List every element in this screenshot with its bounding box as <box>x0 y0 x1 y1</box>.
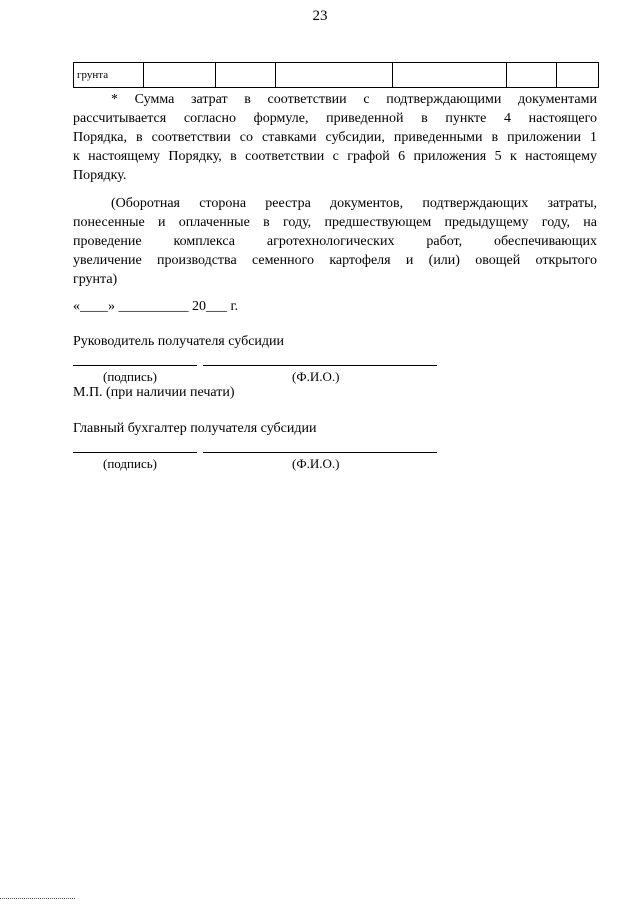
reverse-note-line: грунта) <box>73 272 118 287</box>
table-cell <box>393 63 507 88</box>
reverse-note-line: (Оборотная сторона реестра документов, подтверждающих затраты, <box>111 196 597 211</box>
reverse-side-note <box>73 194 597 289</box>
table-cell <box>557 63 599 88</box>
date-line: «____» __________ 20___ г. <box>73 299 239 314</box>
head-name-caption: (Ф.И.О.) <box>292 369 340 384</box>
footnote-line: рассчитывается согласно формуле, приведенной в пункте 4 настоящего <box>73 111 597 126</box>
table-cell <box>144 63 216 88</box>
footnote <box>73 90 597 185</box>
scan-edge-mark <box>0 898 75 899</box>
reverse-note-line: увеличение производства семенного картофеля и (или) овощей открытого <box>73 253 597 268</box>
footnote-line: к настоящему Порядку, в соответствии с графой 6 приложения 5 к настоящему <box>73 149 597 164</box>
table-cell <box>276 63 393 88</box>
accountant-signature-line <box>73 452 197 453</box>
table-row <box>74 63 599 88</box>
accountant-signatory-title: Главный бухгалтер получателя субсидии <box>73 421 317 436</box>
table-cell: грунта <box>74 63 144 88</box>
footnote-line: Порядка, в соответствии со ставками субсидии, приведенными в приложении 1 <box>73 130 597 145</box>
table-cell <box>507 63 557 88</box>
head-signature-caption: (подпись) <box>103 369 157 384</box>
head-signatory-title: Руководитель получателя субсидии <box>73 334 285 349</box>
table-cell <box>216 63 276 88</box>
footnote-line: Порядку. <box>73 168 127 183</box>
accountant-name-caption: (Ф.И.О.) <box>292 456 340 471</box>
head-name-line <box>203 365 437 366</box>
footnote-line: * Сумма затрат в соответствии с подтверждающими документами <box>111 92 597 107</box>
accountant-signature-caption: (подпись) <box>103 456 157 471</box>
reverse-note-line: проведение комплекса агротехнологических работ, обеспечивающих <box>73 234 597 249</box>
accountant-name-line <box>203 452 437 453</box>
head-signature-line <box>73 365 197 366</box>
reverse-note-line: понесенные и оплаченные в году, предшествующем предыдущему году, на <box>73 215 597 230</box>
stamp-note: М.П. (при наличии печати) <box>73 385 235 400</box>
page-number: 23 <box>312 8 328 24</box>
register-table-tail <box>73 62 599 88</box>
